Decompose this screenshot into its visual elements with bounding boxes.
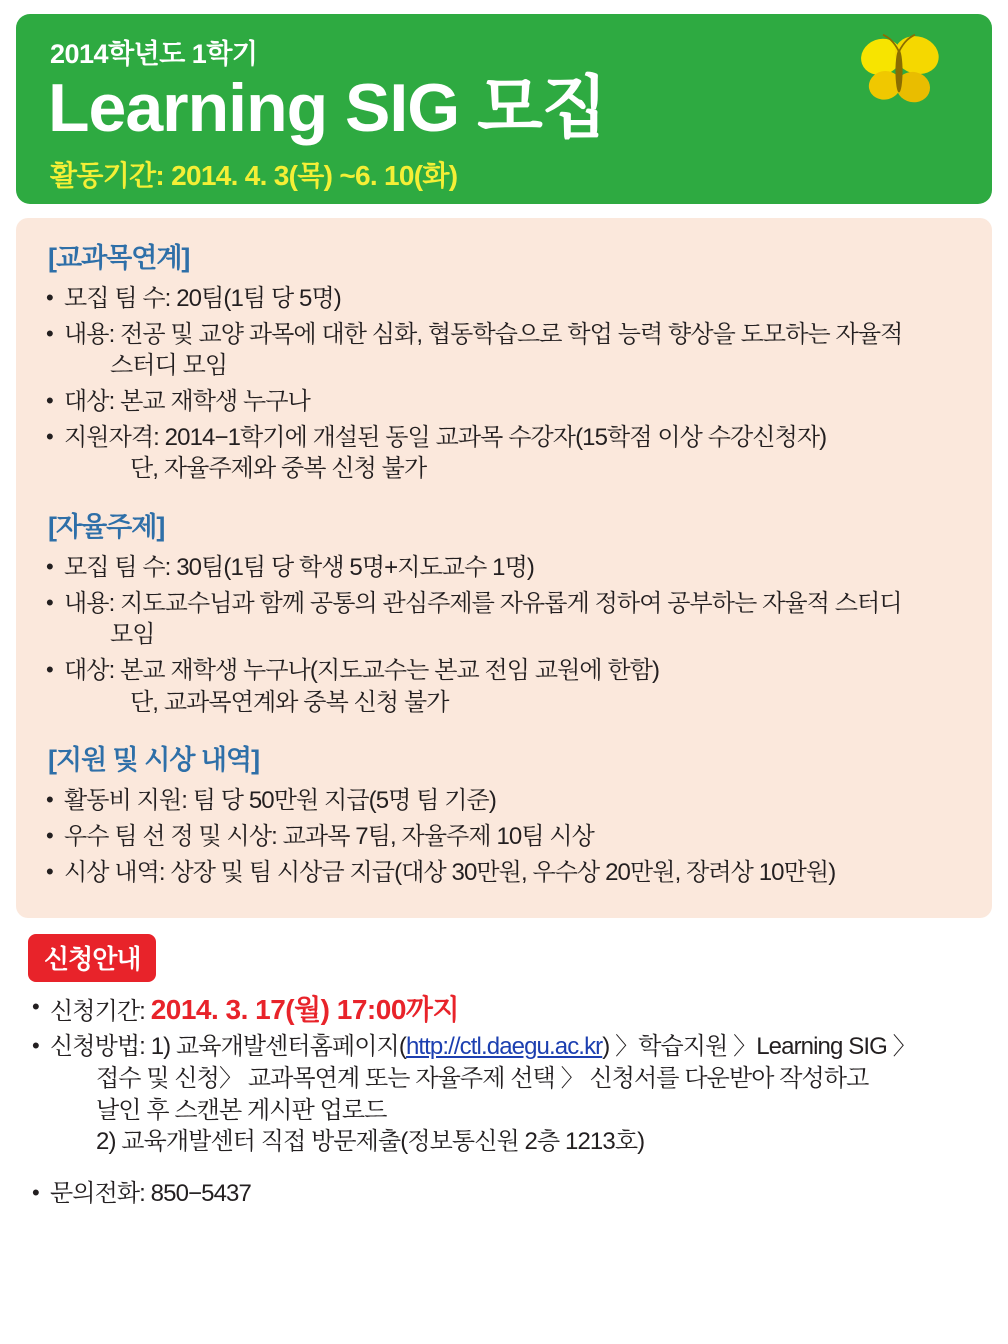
list-item — [42, 785, 966, 817]
section-course-linked — [42, 236, 966, 485]
item-text: 대상: 본교 재학생 누구나(지도교수는 본교 전임 교원에 한함) — [64, 657, 660, 685]
list-item — [42, 588, 966, 651]
ctl-homepage-link[interactable]: http://ctl.daegu.ac.kr — [405, 1033, 603, 1061]
section-title: [자율주제] — [48, 512, 165, 543]
apply-method-row — [28, 1031, 982, 1158]
item-continuation: 단, 자율주제와 중복 신청 불가 — [130, 455, 427, 483]
list-item — [42, 319, 966, 382]
item-text: 지원자격: 2014−1학기에 개설된 동일 교과목 수강자(15학점 이상 수강신청자) — [64, 423, 827, 451]
item-text: 모집 팀 수: 20팀(1팀 당 5명) — [64, 285, 341, 312]
apply-section — [16, 934, 992, 1209]
item-text: 시상 내역: 상장 및 팀 시상금 지급(대상 30만원, 우수상 20만원, 장려상 10만원) — [64, 858, 836, 886]
item-text: 대상: 본교 재학생 누구나 — [64, 388, 310, 416]
section-items — [42, 283, 966, 485]
item-text: 내용: 전공 및 교양 과목에 대한 심화, 협동학습으로 학업 능력 향상을 도모하는 자율적 — [64, 320, 903, 348]
page-title: Learning SIG 모집 — [48, 70, 607, 146]
item-continuation: 단, 교과목연계와 중복 신청 불가 — [130, 688, 449, 716]
item-text: 활동비 지원: 팀 당 50만원 지급(5명 팀 기준) — [64, 787, 496, 815]
content-panel — [16, 218, 992, 918]
apply-items — [28, 992, 982, 1209]
section-items — [42, 785, 966, 888]
header-year: 2014학년도 1학기 — [50, 39, 258, 69]
apply-method-label: 신청방법: — [50, 1033, 145, 1061]
section-free-topic — [42, 505, 966, 718]
item-continuation: 스터디 모임 — [110, 352, 228, 380]
poster-header — [16, 14, 992, 204]
item-text: 모집 팀 수: 30팀(1팀 당 학생 5명+지도교수 1명) — [64, 554, 534, 582]
item-text: 내용: 지도교수님과 함께 공통의 관심주제를 자유롭게 정하여 공부하는 자율적 스터디 — [64, 589, 902, 617]
apply-method-line4: 2) 교육개발센터 직접 방문제출(정보통신원 2층 1213호) — [96, 1128, 645, 1156]
activity-period: 활동기간: 2014. 4. 3(목) ~6. 10(화) — [50, 160, 458, 192]
apply-method-pre: 1) 교육개발센터홈페이지( — [150, 1033, 406, 1061]
apply-period-row — [28, 992, 982, 1029]
list-item — [42, 386, 966, 418]
list-item — [42, 821, 966, 853]
contact-phone-row — [28, 1178, 982, 1210]
section-title: [지원 및 시상 내역] — [48, 745, 260, 776]
list-item — [42, 857, 966, 889]
list-item — [42, 422, 966, 485]
apply-method-post: ) 〉학습지원 〉Learning SIG 〉 — [602, 1033, 916, 1061]
butterfly-icon — [854, 32, 944, 112]
item-continuation: 모임 — [110, 621, 155, 649]
list-item — [42, 552, 966, 584]
item-text: 우수 팀 선 정 및 시상: 교과목 7팀, 자율주제 10팀 시상 — [64, 823, 594, 851]
list-item — [42, 283, 966, 315]
section-support-awards — [42, 738, 966, 888]
apply-method-line3: 날인 후 스캔본 게시판 업로드 — [96, 1096, 387, 1124]
apply-deadline: 2014. 3. 17(월) 17:00까지 — [150, 994, 459, 1026]
section-title: [교과목연계] — [48, 243, 190, 273]
section-items — [42, 552, 966, 718]
apply-period-label: 신청기간: — [50, 998, 145, 1026]
list-item — [42, 655, 966, 718]
apply-method-line2: 접수 및 신청〉 교과목연계 또는 자율주제 선택 〉 신청서를 다운받아 작성하고 — [96, 1065, 869, 1093]
status-badge: 신청안내 — [28, 934, 156, 982]
contact-phone: 문의전화: 850−5437 — [50, 1180, 251, 1208]
